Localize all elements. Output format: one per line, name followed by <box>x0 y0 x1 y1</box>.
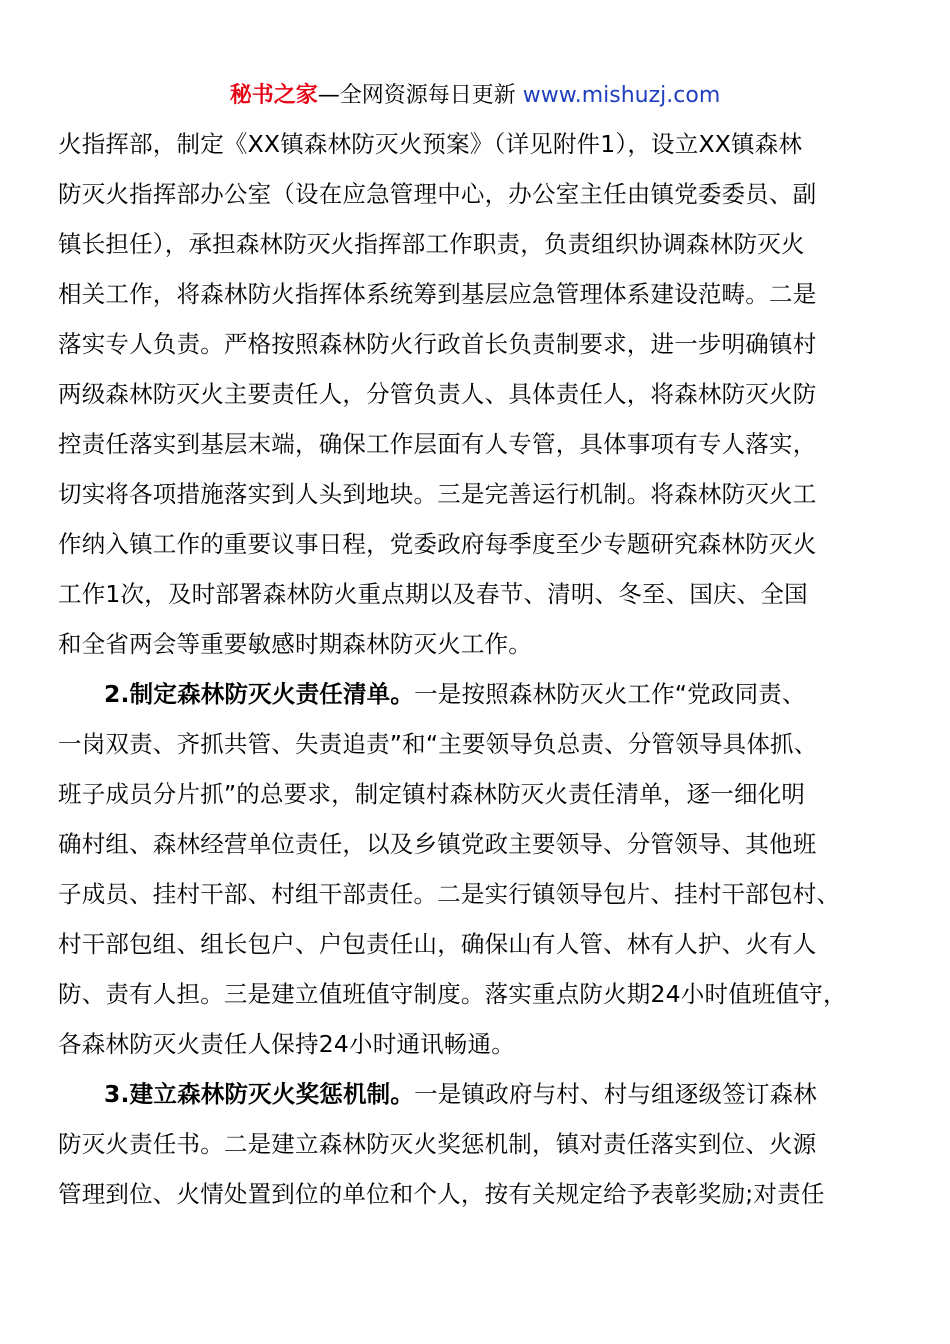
header-tagline: —全网资源每日更新 <box>317 83 523 108</box>
heading-rest: 一是按照森林防灭火工作“党政同责、 <box>414 680 806 708</box>
text-line: 村干部包组、组长包户、户包责任山，确保山有人管、林有人护、火有人 <box>58 930 817 958</box>
section-heading: 2.制定森林防灭火责任清单。 <box>104 680 415 708</box>
text-line: 各森林防灭火责任人保持24小时通讯畅通。 <box>58 1030 515 1058</box>
text-line: 一岗双责、齐抓共管、失责追责”和“主要领导负总责、分管领导具体抓、 <box>58 730 818 758</box>
text-line: 作纳入镇工作的重要议事日程，党委政府每季度至少专题研究森林防灭火 <box>58 530 817 558</box>
text-line <box>104 1078 817 1110</box>
text-line: 防灭火责任书。二是建立森林防灭火奖惩机制，镇对责任落实到位、火源 <box>58 1130 817 1158</box>
text-line: 防、责有人担。三是建立值班值守制度。落实重点防火期24小时值班值守， <box>58 980 847 1008</box>
section-heading: 3.建立森林防灭火奖惩机制。 <box>104 1080 415 1108</box>
heading-rest: 一是镇政府与村、村与组逐级签订森林 <box>414 1080 817 1108</box>
text-line: 控责任落实到基层末端，确保工作层面有人专管，具体事项有专人落实， <box>58 430 817 458</box>
text-line: 相关工作，将森林防火指挥体系统筹到基层应急管理体系建设范畴。二是 <box>58 280 817 308</box>
text-line <box>104 678 806 710</box>
text-line: 确村组、森林经营单位责任，以及乡镇党政主要领导、分管领导、其他班 <box>58 830 817 858</box>
site-url[interactable]: www.mishuzj.com <box>522 83 721 108</box>
text-line: 班子成员分片抓”的总要求，制定镇村森林防灭火责任清单，逐一细化明 <box>58 780 806 808</box>
text-line: 落实专人负责。严格按照森林防火行政首长负责制要求，进一步明确镇村 <box>58 330 817 358</box>
text-line: 和全省两会等重要敏感时期森林防灭火工作。 <box>58 630 532 658</box>
text-line: 切实将各项措施落实到人头到地块。三是完善运行机制。将森林防灭火工 <box>58 480 817 508</box>
text-line: 子成员、挂村干部、村组干部责任。二是实行镇领导包片、挂村干部包村、 <box>58 880 841 908</box>
text-line: 两级森林防灭火主要责任人，分管负责人、具体责任人，将森林防灭火防 <box>58 380 817 408</box>
text-line: 工作1次，及时部署森林防火重点期以及春节、清明、冬至、国庆、全国 <box>58 580 808 608</box>
text-line: 火指挥部，制定《XX镇森林防灭火预案》（详见附件1），设立XX镇森林 <box>58 130 803 158</box>
text-line: 防灭火指挥部办公室（设在应急管理中心，办公室主任由镇党委委员、副 <box>58 180 817 208</box>
text-line: 管理到位、火情处置到位的单位和个人，按有关规定给予表彰奖励;对责任 <box>58 1180 825 1208</box>
text-line: 镇长担任），承担森林防灭火指挥部工作职责，负责组织协调森林防灭火 <box>58 230 805 258</box>
site-header <box>0 80 950 112</box>
brand-name: 秘书之家 <box>229 83 318 108</box>
